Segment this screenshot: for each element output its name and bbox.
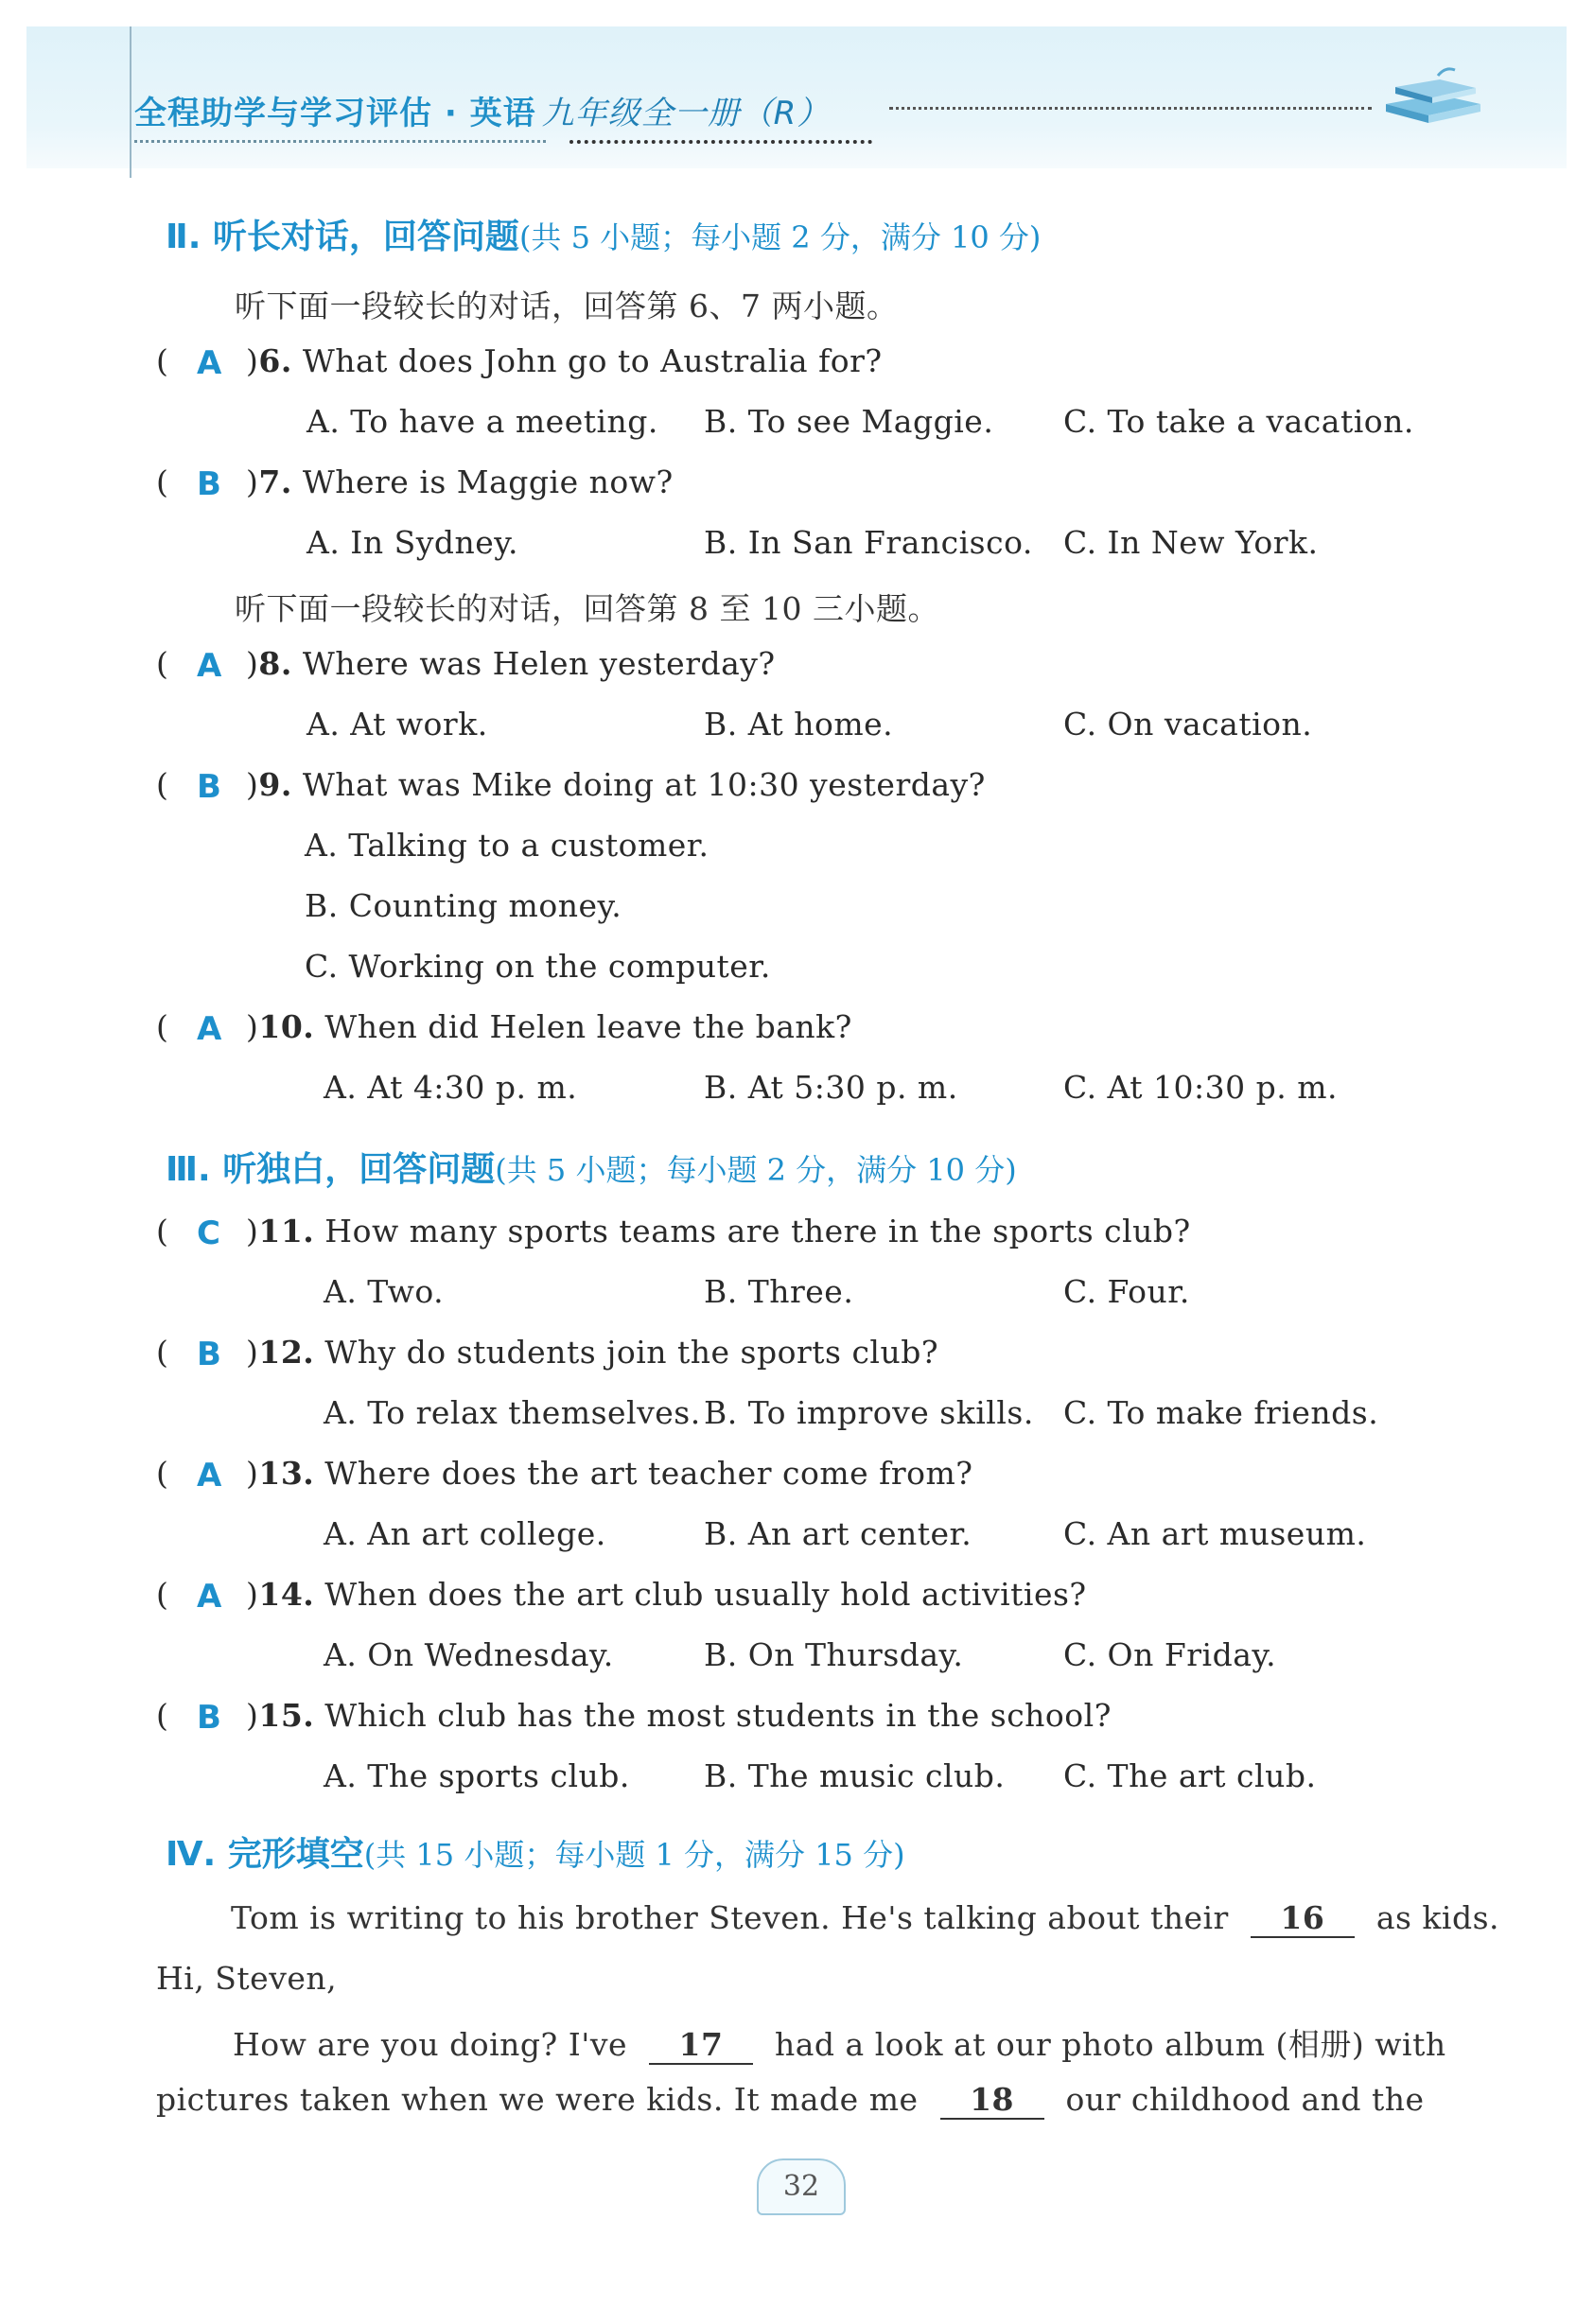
answer-7: B [197,465,221,503]
q11-option-c: C. Four. [1063,1273,1190,1310]
answer-bracket: ( [156,342,169,379]
q11-option-a: A. Two. [324,1273,445,1310]
question-7-number: 7. [258,463,292,500]
header-underline-left [134,140,546,143]
question-15: )15. Which club has the most students in the school? [246,1697,1112,1734]
book-title-text: 全程助学与学习评估 · 英语 [134,95,536,132]
answer-bracket: ( [156,1008,169,1045]
cloze-line-2 [156,2081,1425,2120]
answer-bracket: ( [156,645,169,682]
section-4-title: Ⅳ. 完形填空 [166,1835,364,1874]
question-12-number: 12. [258,1334,315,1371]
question-6-text: What does John go to Australia for? [302,342,883,379]
question-9-number: 9. [258,766,292,803]
q13-option-c: C. An art museum. [1063,1515,1367,1552]
q9-option-c: C. Working on the computer. [305,948,771,985]
instruction-2: 听下面一段较长的对话，回答第 8 至 10 三小题。 [235,590,939,627]
question-9-text: What was Mike doing at 10:30 yesterday? [302,766,986,803]
question-7-text: Where is Maggie now? [302,463,674,500]
answer-10: A [197,1010,222,1048]
question-6: )6. What does John go to Australia for? [246,342,883,379]
answer-bracket: ( [156,1697,169,1734]
blank-18: 18 [940,2081,1044,2120]
blank-16: 16 [1251,1899,1355,1938]
book-grade: 九年级全一册（R） [541,95,831,132]
question-11: )11. How many sports teams are there in the sports club? [246,1213,1191,1249]
question-13-text: Where does the art teacher come from? [324,1455,973,1492]
question-14: )14. When does the art club usually hold activities? [246,1576,1087,1613]
question-8: )8. Where was Helen yesterday? [246,645,776,682]
q14-option-c: C. On Friday. [1063,1636,1277,1673]
answer-bracket: ( [156,1455,169,1492]
q12-option-c: C. To make friends. [1063,1394,1379,1431]
q13-option-a: A. An art college. [324,1515,606,1552]
letter-greeting: Hi, Steven, [156,1960,338,1997]
question-14-text: When does the art club usually hold activities? [324,1576,1087,1613]
q11-option-b: B. Three. [704,1273,854,1310]
q10-option-c: C. At 10:30 p. m. [1063,1069,1339,1106]
answer-bracket: ( [156,1213,169,1249]
question-9: )9. What was Mike doing at 10:30 yesterday? [246,766,986,803]
answer-8: A [197,647,222,685]
q8-option-a: A. At work. [307,706,488,743]
question-15-text: Which club has the most students in the school? [324,1697,1112,1734]
q15-option-a: A. The sports club. [324,1757,630,1794]
cloze-line-2-end: our childhood and the [1065,2081,1425,2118]
q7-option-c: C. In New York. [1063,524,1319,561]
q12-option-b: B. To improve skills. [704,1394,1034,1431]
question-7: )7. Where is Maggie now? [246,463,674,500]
cloze-line-1-end: had a look at our photo album (相册) with [775,2026,1446,2063]
question-8-number: 8. [258,645,292,682]
question-8-text: Where was Helen yesterday? [302,645,776,682]
question-11-number: 11. [258,1213,315,1249]
instruction-1: 听下面一段较长的对话，回答第 6、7 两小题。 [235,288,899,324]
header-dotted-line [889,107,1372,110]
answer-13: A [197,1457,222,1494]
question-6-number: 6. [258,342,292,379]
question-13: )13. Where does the art teacher come from? [246,1455,973,1492]
question-15-number: 15. [258,1697,315,1734]
answer-bracket: ( [156,1334,169,1371]
cloze-line-1 [233,2020,1446,2065]
section-4-note: (共 15 小题；每小题 1 分，满分 15 分) [363,1837,905,1873]
answer-12: B [197,1336,221,1373]
books-icon [1381,59,1485,125]
blank-17: 17 [649,2026,753,2065]
q9-option-b: B. Counting money. [305,887,622,924]
q7-option-a: A. In Sydney. [307,524,518,561]
question-12: )12. Why do students join the sports club? [246,1334,939,1371]
question-13-number: 13. [258,1455,315,1492]
q6-option-a: A. To have a meeting. [307,403,658,440]
q14-option-b: B. On Thursday. [704,1636,964,1673]
section-3-note: (共 5 小题；每小题 2 分，满分 10 分) [495,1152,1017,1188]
answer-9: B [197,768,221,806]
section-2-note: (共 5 小题；每小题 2 分，满分 10 分) [518,219,1042,255]
page-number: 32 [757,2158,846,2215]
answer-bracket: ( [156,463,169,500]
question-10-number: 10. [258,1008,315,1045]
question-14-number: 14. [258,1576,315,1613]
q15-option-b: B. The music club. [704,1757,1006,1794]
answer-15: B [197,1699,221,1737]
answer-bracket: ( [156,1576,169,1613]
section-2-title: Ⅱ. 听长对话，回答问题 [166,218,519,256]
cloze-intro [231,1899,1499,1938]
answer-14: A [197,1578,222,1616]
q13-option-b: B. An art center. [704,1515,972,1552]
q6-option-b: B. To see Maggie. [704,403,994,440]
q15-option-c: C. The art club. [1063,1757,1317,1794]
question-10: )10. When did Helen leave the bank? [246,1008,852,1045]
section-3-heading [166,1143,1017,1191]
cloze-intro-start: Tom is writing to his brother Steven. He's talking about their [231,1899,1229,1936]
header-divider [130,26,131,178]
cloze-line-2-start: pictures taken when we were kids. It made me [156,2081,919,2118]
q8-option-b: B. At home. [704,706,894,743]
q9-option-a: A. Talking to a customer. [305,827,709,864]
cloze-intro-end: as kids. [1375,1899,1500,1936]
cloze-line-1-start: How are you doing? I've [233,2026,627,2063]
q10-option-a: A. At 4:30 p. m. [324,1069,578,1106]
book-title [134,87,830,133]
question-12-text: Why do students join the sports club? [324,1334,939,1371]
q8-option-c: C. On vacation. [1063,706,1313,743]
answer-6: A [197,344,222,382]
q6-option-c: C. To take a vacation. [1063,403,1414,440]
section-2-heading [166,210,1041,258]
q14-option-a: A. On Wednesday. [324,1636,614,1673]
question-10-text: When did Helen leave the bank? [324,1008,852,1045]
q10-option-b: B. At 5:30 p. m. [704,1069,958,1106]
answer-11: C [197,1214,220,1252]
header-underline-right [569,140,872,144]
q12-option-a: A. To relax themselves. [324,1394,701,1431]
section-4-heading [166,1827,905,1876]
question-11-text: How many sports teams are there in the sports club? [324,1213,1191,1249]
answer-bracket: ( [156,766,169,803]
section-3-title: Ⅲ. 听独白，回答问题 [166,1150,496,1189]
q7-option-b: B. In San Francisco. [704,524,1033,561]
